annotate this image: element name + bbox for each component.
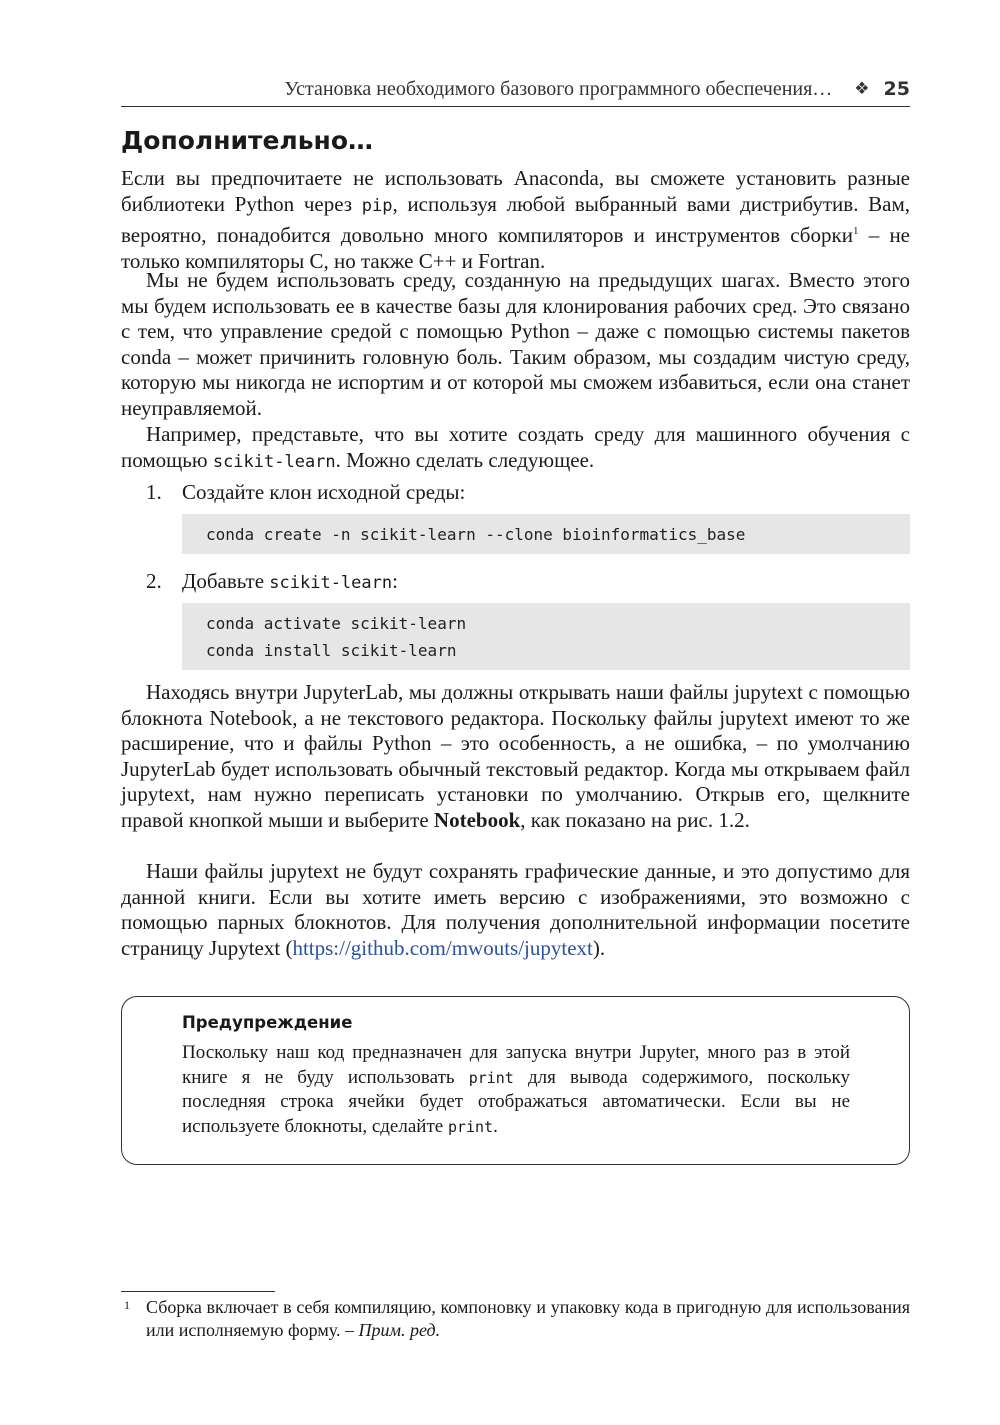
list-number: 2. bbox=[146, 569, 162, 593]
p2-text: Мы не будем использовать среду, созданную на предыдущих шагах. Вместо этого мы будем использовать ее в качестве базы для клонирования рабочих сред. Это связано с тем, что управление средой с помощью Python – даже с помощью системы пакетов conda – может причинить головную боль. Таким образом, мы создадим чистую среду, которую мы никогда не испортим и от которой мы сможем избавиться, если она станет неуправляемой. bbox=[121, 268, 910, 420]
list-number: 1. bbox=[146, 480, 162, 504]
p4-text-a: Находясь внутри JupyterLab, мы должны открывать наши файлы jupytext с помощью блокнота Notebook, а не текстового редактора. Поскольку файлы jupytext имеют то же расширение, что и файлы Python – это особенность, а не ошибка, – по умолчанию JupyterLab будет использовать обычный текстовый редактор. Когда мы открываем файл jupytext, нам нужно переписать установки по умолчанию. Открыв его, щелкните правой кнопкой мыши и выберите bbox=[121, 680, 910, 832]
warning-text bbox=[182, 1041, 850, 1139]
paragraph-2 bbox=[121, 268, 910, 422]
section-title: Дополнительно… bbox=[121, 126, 374, 155]
paragraph-5 bbox=[121, 859, 910, 961]
page-number: 25 bbox=[883, 78, 910, 100]
footnote-text: Сборка включает в себя компиляцию, компоновку и упаковку кода в пригодную для использования или исполняемую форму. – bbox=[146, 1297, 910, 1340]
warning-box bbox=[121, 996, 910, 1165]
footnote bbox=[146, 1296, 910, 1342]
p3-text-a: Например, представьте, что вы хотите создать среду для машинного обучения с помощью bbox=[121, 422, 910, 472]
paragraph-3 bbox=[121, 422, 910, 475]
jupytext-link[interactable]: https://github.com/mwouts/jupytext bbox=[292, 935, 593, 960]
list-suffix: : bbox=[392, 569, 398, 593]
warning-text-a: Поскольку наш код предназначен для запуска внутри Jupyter, много раз в этой книге я не буду использовать bbox=[182, 1042, 850, 1088]
p1-code-pip: pip bbox=[361, 195, 393, 216]
warning-code-print: print bbox=[447, 1117, 494, 1136]
footnote-divider bbox=[121, 1291, 275, 1292]
footnote-mark: 1 bbox=[124, 1298, 130, 1312]
code-line: conda install scikit-learn bbox=[206, 641, 457, 660]
warning-title: Предупреждение bbox=[182, 1013, 353, 1032]
list-item-2 bbox=[146, 569, 398, 597]
p3-code: scikit-learn bbox=[212, 451, 336, 472]
header-title: Установка необходимого базового программного обеспечения… bbox=[284, 77, 833, 100]
code-block-1 bbox=[182, 514, 910, 554]
list-text: Добавьте bbox=[182, 569, 270, 593]
p4-text-b: , как показано на рис. 1.2. bbox=[520, 807, 750, 832]
list-item-1 bbox=[146, 480, 465, 506]
p1-text-a: Если вы предпочитаете не использовать Anaconda, вы сможете установить разные библиотеки Python через bbox=[121, 166, 910, 216]
running-header bbox=[121, 72, 910, 107]
p5-text-b: ). bbox=[592, 935, 606, 960]
p5-text-a: Наши файлы jupytext не будут сохранять графические данные, и это допустимо для данной книги. Если вы хотите иметь версию с изображениями, это возможно с помощью парных блокнотов. Для получения дополнительной информации посетите страницу Jupytext ( bbox=[121, 859, 910, 960]
code-line: conda activate scikit-learn bbox=[206, 614, 467, 633]
code-block-2 bbox=[182, 603, 910, 670]
p4-bold: Notebook bbox=[433, 807, 521, 832]
ornament-icon: ❖ bbox=[854, 79, 870, 98]
p1-text-c: – не только компиляторы C, но также C++ и Fortran. bbox=[121, 223, 910, 273]
p3-text-b: . Можно сделать следующее. bbox=[335, 447, 595, 472]
list-code: scikit-learn bbox=[269, 573, 393, 593]
paragraph-1 bbox=[121, 166, 910, 274]
footnote-italic: Прим. ред. bbox=[358, 1320, 441, 1340]
paragraph-4 bbox=[121, 680, 910, 834]
warning-text-b: для вывода содержимого, поскольку последняя строка ячейки будет отображаться автоматически. Если вы не используете блокноты, сделайте bbox=[182, 1066, 850, 1137]
code-line: conda create -n scikit-learn --clone bioinformatics_base bbox=[206, 525, 746, 544]
warning-code-print: print bbox=[468, 1068, 514, 1087]
list-text: Создайте клон исходной среды: bbox=[182, 480, 466, 504]
warning-text-c: . bbox=[493, 1115, 498, 1137]
p1-text-b: , используя любой выбранный вами дистрибутив. Вам, вероятно, понадобится довольно много компиляторов и инструментов сборки bbox=[121, 191, 910, 248]
footnote-ref[interactable]: 1 bbox=[852, 225, 859, 238]
